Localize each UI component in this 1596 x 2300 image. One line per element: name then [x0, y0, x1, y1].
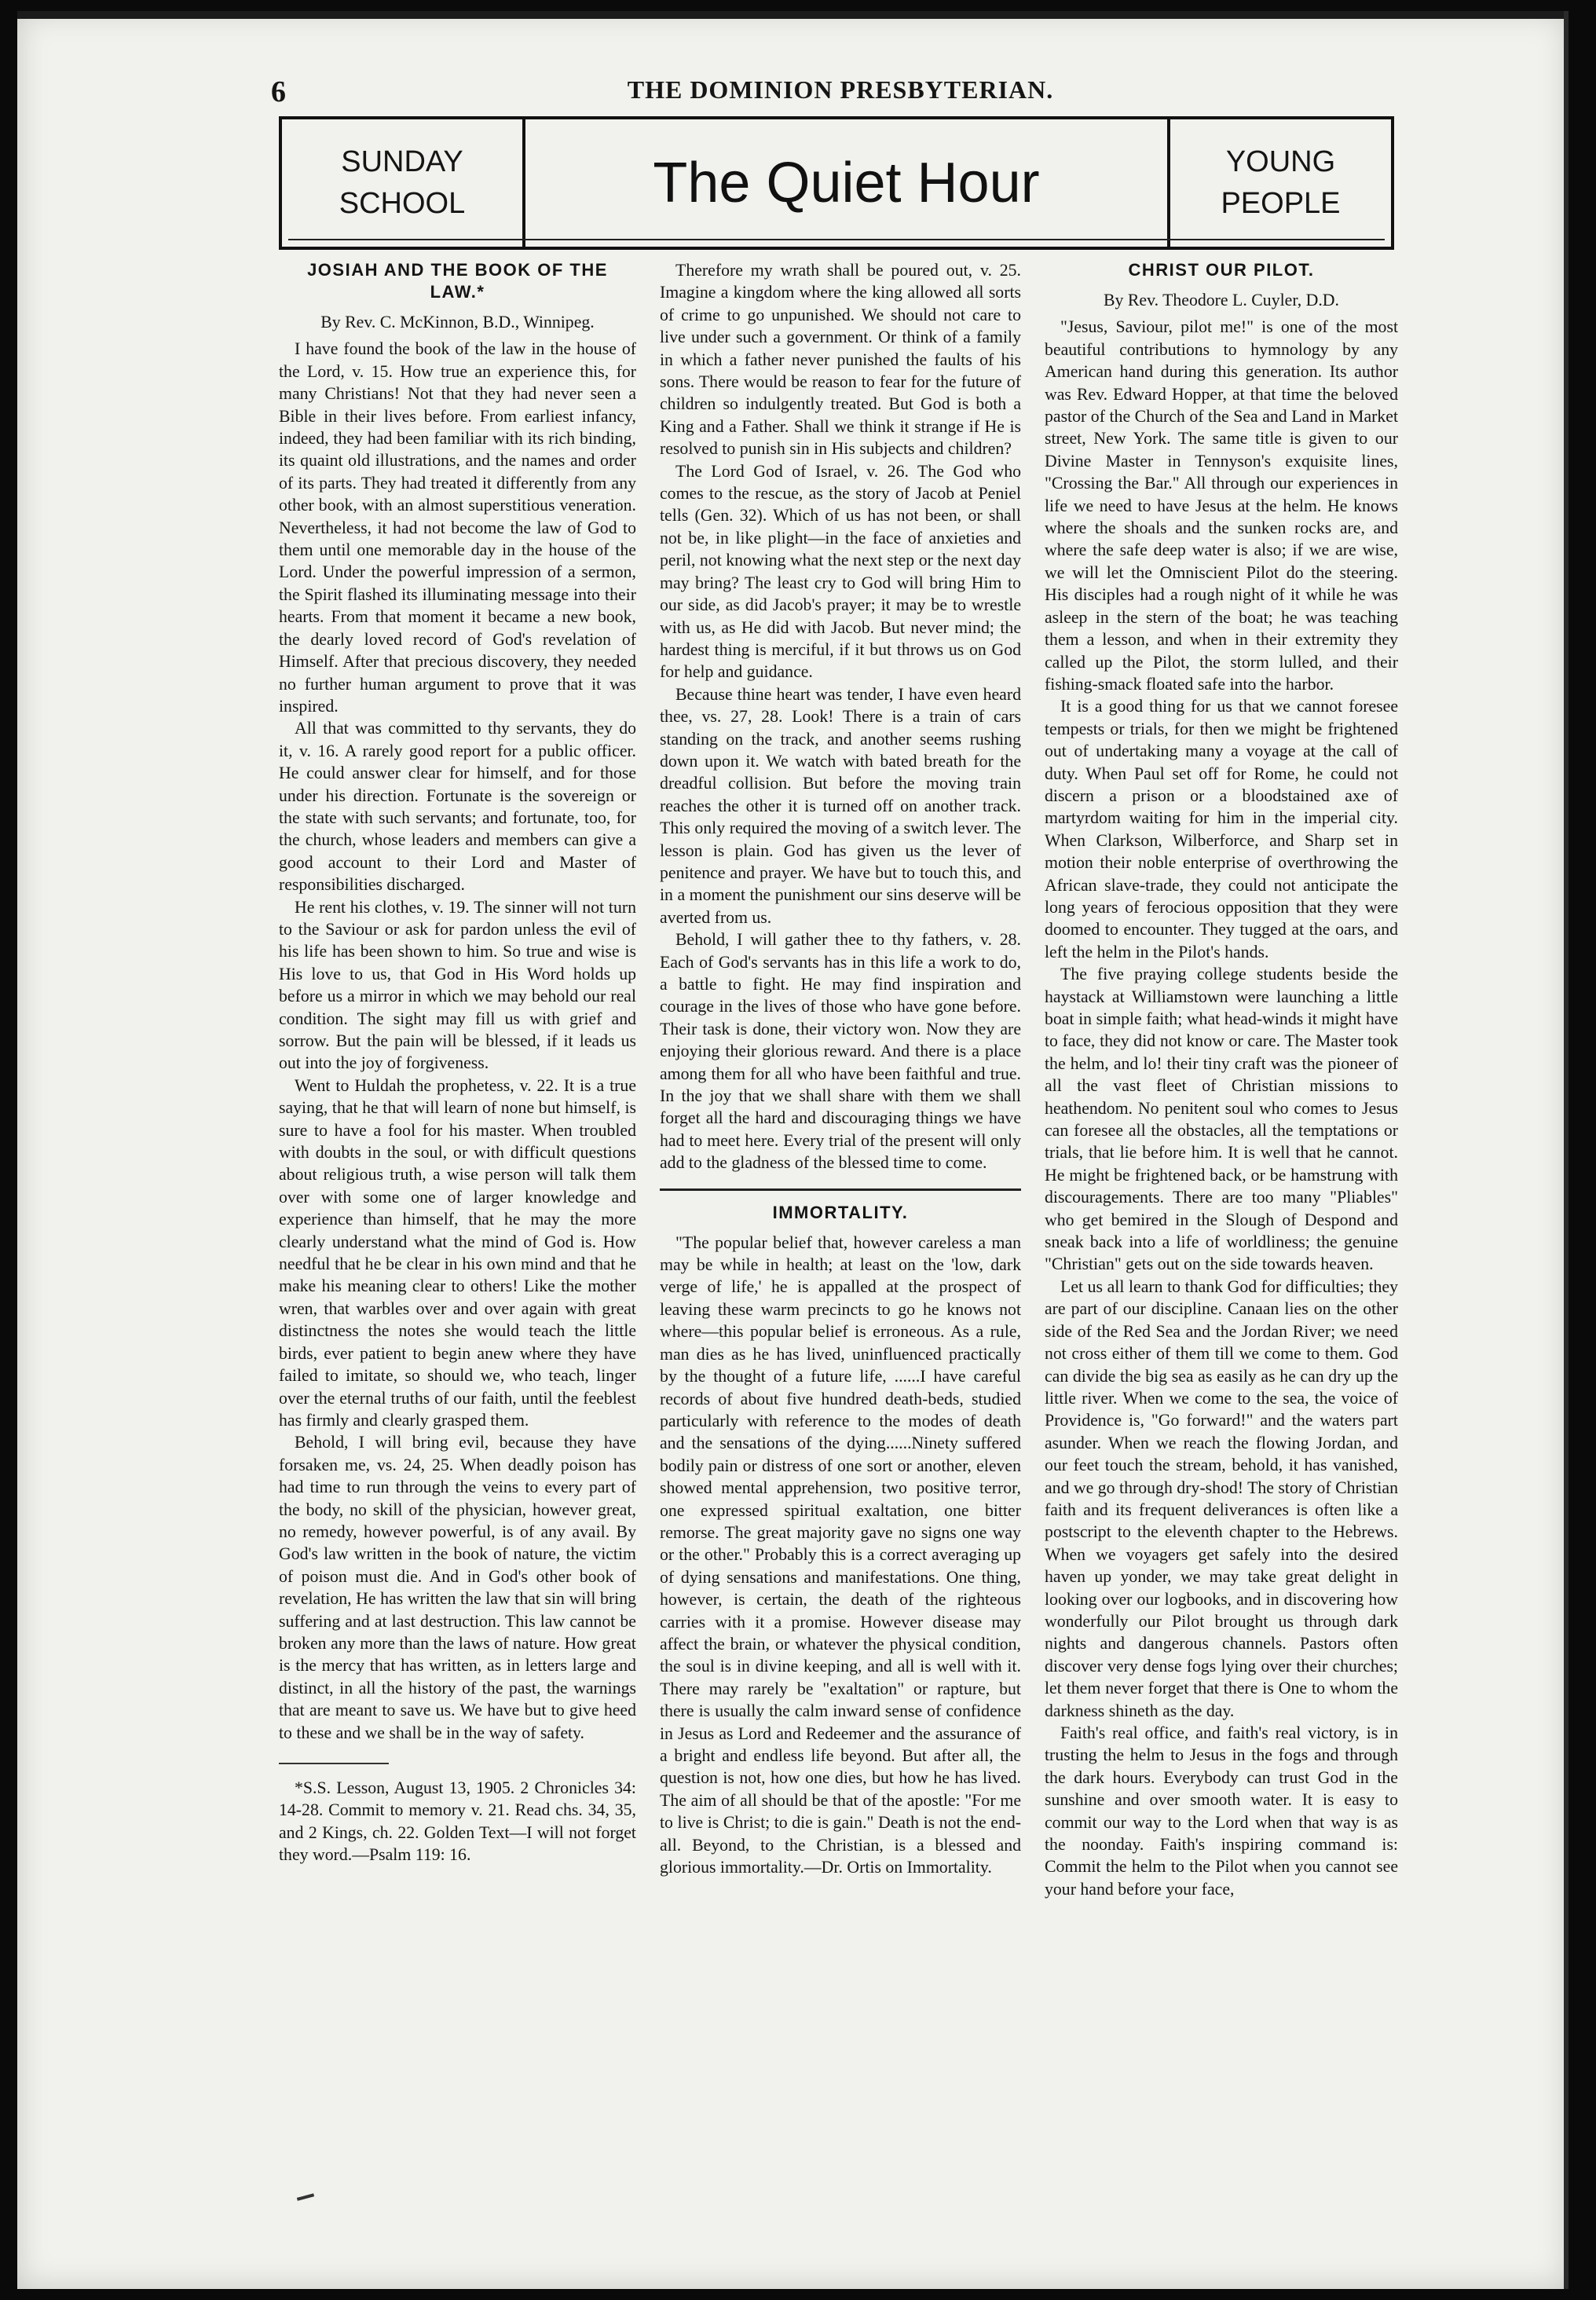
footnote-divider — [279, 1763, 389, 1764]
section-banner — [279, 116, 1394, 250]
josiah-continued-paragraph: Because thine heart was tender, I have even heard thee, vs. 27, 28. Look! There is a train of cars standing on the track, and another seems rushing down upon it. We watch with bated breath for the dreadful collision. But before the moving train reaches the other it is turned off on another track. This only required the moving of a switch lever. The lesson is plain. God has given us the lever of penitence and prayer. We have but to touch this, and in a moment the punishment our sins deserve will be averted from us. — [660, 684, 1021, 927]
young-people-line2: PEOPLE — [1221, 187, 1341, 220]
josiah-paragraph: All that was committed to thy servants, they do it, v. 16. A rarely good report for a public officer. He could answer clear for himself, and for those under his direction. Fortunate is the sovereign or the state with such servants; and fortunate, too, for the church, whose leaders and members can give a good account to their Lord and Master of responsibilities discharged. — [279, 719, 636, 895]
josiah-paragraph: I have found the book of the law in the house of the Lord, v. 15. How true an experience this, for many Christians! Not that they had never seen a Bible in their lives before. From earliest infancy, indeed, they had been familiar with its rich binding, its quaint old illustrations, and the names and order of its parts. They had treated it differently from any other book, with an almost superstitious veneration. Nevertheless, it had not become the law of God to them until one memorable day in the house of the Lord. Under the powerful impression of a sermon, the Spirit flashed its illuminating message into their hearts. From that moment it became a new book, the dearly loved record of God's revelation of Himself. After that precious discovery, they needed no further human argument to prove that it was inspired. — [279, 339, 636, 716]
immortality-article-title: IMMORTALITY. — [772, 1202, 909, 1222]
pilot-paragraph: "Jesus, Saviour, pilot me!" is one of the most beautiful contributions to hymnology by any American hand during this generation. Its author was Rev. Edward Hopper, at that time the beloved pastor of the Church of the Sea and Land in Market street, New York. The same title is given to our Divine Master in Tennyson's exquisite lines, "Crossing the Bar." All through our experiences in life we need to have Jesus at the helm. He knows where the shoals and the sunken rocks are, and where the safe deep water is also; if we are wise, we will let the Omniscient Pilot do the steering. His disciples had a rough night of it while he was asleep in the stern of the boat; he was teaching them a lesson, and when in their extremity they called up the Pilot, the storm lulled, and their fishing-smack floated safe into the harbor. — [1045, 317, 1398, 694]
pilot-byline: By Rev. Theodore L. Cuyler, D.D. — [1104, 291, 1339, 309]
josiah-continued-paragraph: Behold, I will gather thee to thy fathers, v. 28. Each of God's servants has in this life a work to do, a battle to fight. He may find inspiration and courage in the lives of those who have gone before. Their task is done, their victory won. Now they are enjoying their glorious reward. And there is a place among them for all who have been faithful and true. In the joy that we shall share with them we shall forget all the hard and discouraging things we have had to meet here. Every trial of the present will only add to the gladness of the blessed time to come. — [660, 930, 1021, 1173]
pilot-paragraph: The five praying college students beside the haystack at Williamstown were launching a little boat in simple faith; what head-winds it might have to face, they did not know or care. The Master took the helm, and lo! their tiny craft was the pioneer of all the vast fleet of Christian missions to heathendom. No penitent soul who comes to Jesus can foresee all the obstacles, all the temptations or trials, that lie before him. It is well that he cannot. He might be frightened back, or be hamstrung with discouragements. There are too many "Pliables" who get bemired in the Slough of Despond and sneak back into a life of worldliness; the genuine "Christian" gets out on the side towards heaven. — [1045, 965, 1398, 1274]
pilot-paragraph: Faith's real office, and faith's real victory, is in trusting the helm to Jesus in the fogs and through the dark hours. Everybody can trust God in the sunshine and over smooth water. It is easy to commit our way to the Lord when that way is as the noonday. Faith's inspiring command is: Commit the helm to the Pilot when you cannot see your hand before your face, — [1045, 1723, 1398, 1899]
josiah-continued-paragraph: The Lord God of Israel, v. 26. The God who comes to the rescue, as the story of Jacob at Peniel tells (Gen. 32). Which of us has not been, or shall not be, in like plight—in the face of anxieties and peril, not knowing what the next step or the next day may bring? The least cry to God will bring Him to our side, as did Jacob's prayer; it may be to wrestle with us, as He did with Jacob. But never mind; the hardest thing is merciful, if it but throws us on God for help and guidance. — [660, 461, 1021, 682]
column-middle — [660, 259, 1021, 1878]
josiah-paragraph: Went to Huldah the prophetess, v. 22. It is a true saying, that he that will learn of none but himself, is sure to have a fool for his master. When troubled with doubts in the soul, or with difficult questions about religious truth, a wise person will talk them over with some one of larger knowledge and experience than himself, that he may the more clearly understand what the mind of God is. How needful that he be clear in his own mind and that he make his meaning clear to others! Like the mother wren, that warbles over and over again with great distinctness the notes she would teach the little birds, ever patient to begin anew where they have failed to imitate, so should we, who teach, linger over the eternal truths of our faith, until the feeblest has firmly and clearly grasped them. — [279, 1075, 636, 1430]
quiet-hour-title: The Quiet Hour — [653, 152, 1040, 214]
pilot-paragraph: It is a good thing for us that we cannot foresee tempests or trials, for then we might be frightened out of undertaking many a voyage at the call of duty. When Paul set off for Rome, he could not discern a prison or a bloodstained axe of martyrdom waiting for him in the imperial city. When Clarkson, Wilberforce, and Sharp set in motion their noble enterprise of overthrowing the African slave-trade, they could not anticipate the long years of ferocious opposition that they were doomed to encounter. They tugged at the oars, and left the helm in the Pilot's hands. — [1045, 697, 1398, 961]
josiah-byline: By Rev. C. McKinnon, B.D., Winnipeg. — [320, 313, 595, 331]
immortality-paragraph: "The popular belief that, however careless a man may be while in health; at least on the 'low, dark verge of life,' he is appalled at the prospect of leaving these warm precincts to go he knows not where—this popular belief is erroneous. As a rule, man dies as he has lived, uninfluenced practically by the thought of a future life, ......I have careful records of about five hundred death-beds, studied particularly with reference to the modes of death and the sensations of the dying......Ninety suffered bodily pain or distress of one sort or another, eleven showed mental apprehension, two positive terror, one expressed spiritual exaltation, one bitter remorse. The great majority gave no signs one way or the other." Probably this is a correct averaging up of dying sensations and manifestations. One thing, however, is certain, the death of the righteous carries with it a promise. However disease may affect the brain, or whatever the physical condition, the soul is in divine keeping, and all is well with it. There may rarely be "exaltation" or rapture, but there is usually the calm inward sense of confidence in Jesus as Lord and Redeemer and the assurance of a bright and endless life beyond. But after all, the question is not, how one dies, but how he has lived. The aim of all should be that of the apostle: "For me to live is Christ; to die is gain." Death is not the end-all. Beyond, to the Christian, is a blessed and glorious immortality.—Dr. Ortis on Immortality. — [660, 1232, 1021, 1877]
young-people-box — [1167, 119, 1391, 247]
lesson-footnote: *S.S. Lesson, August 13, 1905. 2 Chronicles 34: 14-28. Commit to memory v. 21. Read chs. 34, 35, and 2 Kings, ch. 22. Golden Text—I will not forget they word.—Psalm 119: 16. — [279, 1778, 636, 1865]
page-edge-shadow — [1564, 11, 1569, 2289]
sunday-school-box — [282, 119, 525, 247]
column-right — [1045, 259, 1398, 1900]
publication-title: THE DOMINION PRESBYTERIAN. — [627, 75, 1054, 104]
josiah-article-title: JOSIAH AND THE BOOK OF THE LAW.* — [307, 260, 608, 302]
pilot-article-title: CHRIST OUR PILOT. — [1128, 260, 1315, 280]
column-left — [279, 259, 636, 1866]
article-divider — [660, 1188, 1021, 1191]
josiah-paragraph: Behold, I will bring evil, because they have forsaken me, vs. 24, 25. When deadly poison has had time to run through the veins to every part of the body, no skill of the physician, however great, no remedy, however powerful, is of any avail. By God's law written in the book of nature, the victim of poison must die. And in God's other book of revelation, He has written the law that sin will bring suffering and at last destruction. This law cannot be broken any more than the laws of nature. How great is the mercy that has written, as in letters large and distinct, in all the history of the past, the warnings that are meant to save us. We have but to give heed to these and we shall be in the way of safety. — [279, 1433, 636, 1742]
page-number: 6 — [271, 75, 286, 108]
josiah-paragraph: He rent his clothes, v. 19. The sinner will not turn to the Saviour or ask for pardon unless the evil of his life has been shown to him. So true and wise is His love to us, that God in His Word holds up before us a mirror in which we may behold our real condition. The sight may fill us with grief and sorrow. But the pain will be blessed, if it leads us out into the joy of forgiveness. — [279, 897, 636, 1073]
josiah-continued-paragraph: Therefore my wrath shall be poured out, v. 25. Imagine a kingdom where the king allowed all sorts of crime to go unpunished. We should not care to live under such a government. Or think of a family in which a father never punished the faults of his sons. There would be reason to fear for the future of children so indulgently treated. But God is both a King and a Father. Shall we think it strange if He is resolved to punish sin in His subjects and children? — [660, 261, 1021, 459]
young-people-line1: YOUNG — [1225, 145, 1336, 178]
sunday-school-line2: SCHOOL — [339, 187, 466, 220]
sunday-school-line1: SUNDAY — [341, 145, 463, 178]
pilot-paragraph: Let us all learn to thank God for difficulties; they are part of our discipline. Canaan lies on the other side of the Red Sea and the Jordan River; we need not cross either of them till we come to them. God can divide the big sea as easily as he can dry up the little river. When we come to the sea, the voice of Providence is, "Go forward!" and the waters part asunder. When we reach the flowing Jordan, and our feet touch the stream, behold, it has vanished, and we go through dry-shod! The story of Christian faith and its frequent deliverances is often like a postscript to the eleventh chapter to the Hebrews. When we voyagers get safely into the desired haven up yonder, we may take great delight in looking over our logbooks, and in discovering how wonderfully our Pilot brought us through dark nights and dangerous channels. Pastors often discover very dense fogs lying over their churches; let them never forget that there is One to whom the darkness shineth as the day. — [1045, 1276, 1398, 1720]
